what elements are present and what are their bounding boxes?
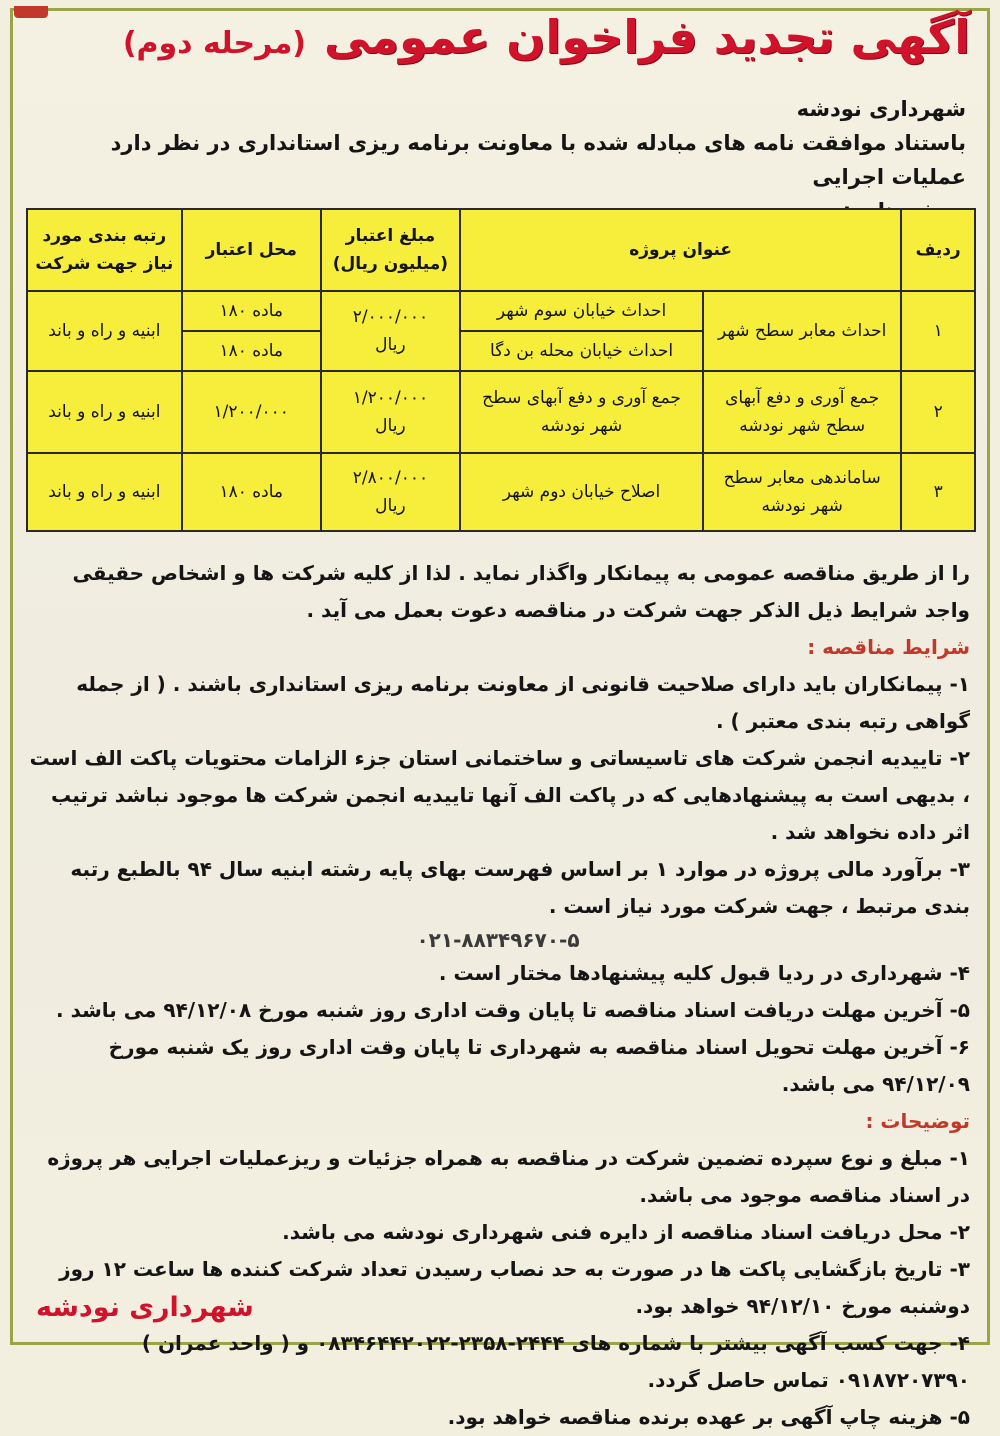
phone-stamp: ۰۲۱-۸۸۳۴۹۶۷۰-۵: [416, 928, 580, 952]
project-title: احداث خیابان محله بن دگا: [460, 331, 703, 371]
condition-item: ۳- برآورد مالی پروژه در موارد ۱ بر اساس فهرست بهای پایه رشته ابنیه سال ۹۴ بالطبع رتبه بندی مرتبط ، جهت شرکت مورد نیاز است .: [70, 857, 970, 918]
project-rank: ابنیه و راه و باند: [27, 453, 182, 531]
amount-value: ۱/۲۰۰/۰۰۰: [352, 388, 429, 408]
table-row: [27, 371, 975, 453]
signature: شهرداری نودشه: [36, 1292, 254, 1323]
intro-organization: شهرداری نودشه: [796, 97, 966, 121]
table-row: [27, 291, 975, 331]
header-rank: رتبه بندی مورد نیاز جهت شرکت: [27, 209, 182, 291]
headline: [123, 10, 970, 64]
condition-item: ۴- شهرداری در ردیا قبول کلیه پیشنهادها مختار است .: [438, 961, 970, 985]
row-number: ۱: [901, 291, 975, 371]
project-title: احداث خیابان سوم شهر: [460, 291, 703, 331]
project-place: ماده ۱۸۰: [182, 291, 321, 331]
project-rank: ابنیه و راه و باند: [27, 291, 182, 371]
project-group: ساماندهی معابر سطح شهر نودشه: [703, 453, 901, 531]
headline-stage: (مرحله دوم): [122, 26, 307, 61]
project-amount: [321, 291, 460, 371]
project-place: ماده ۱۸۰: [182, 453, 321, 531]
header-place: محل اعتبار: [182, 209, 321, 291]
headline-main: آگهی تجدید فراخوان عمومی: [324, 10, 970, 64]
corner-tag: [14, 6, 48, 18]
note-item: ۱- مبلغ و نوع سپرده تضمین شرکت در مناقصه به همراه جزئیات و ریزعملیات اجرایی هر پروژه در اسناد مناقصه موجود می باشد.: [47, 1146, 970, 1207]
table-row: [27, 453, 975, 531]
condition-item: ۱- پیمانکاران باید دارای صلاحیت قانونی از معاونت برنامه ریزی استانداری باشند . ( از جمله گواهی رتبه بندی معتبر ) .: [76, 672, 970, 733]
header-project-title: عنوان پروژه: [460, 209, 901, 291]
project-group: احداث معابر سطح شهر: [703, 291, 901, 371]
project-amount: [321, 371, 460, 453]
table-header-row: [27, 209, 975, 291]
note-item: ۳- تاریخ بازگشایی پاکت ها در صورت به حد نصاب رسیدن تعداد شرکت کننده ها ساعت ۱۲ روز دوشنبه مورخ ۹۴/۱۲/۱۰ خواهد بود.: [59, 1257, 970, 1318]
header-row-number: ردیف: [901, 209, 975, 291]
condition-item: ۵- آخرین مهلت دریافت اسناد مناقصه تا پایان وقت اداری روز شنبه مورخ ۹۴/۱۲/۰۸ می باشد .: [56, 998, 970, 1022]
amount-value: ۲/۰۰۰/۰۰۰: [352, 307, 429, 327]
note-item: ۲- محل دریافت اسناد مناقصه از دایره فنی شهرداری نودشه می باشد.: [282, 1220, 970, 1244]
notes-title: توضیحات :: [865, 1109, 970, 1133]
amount-value: ۲/۸۰۰/۰۰۰: [352, 468, 429, 488]
row-number: ۳: [901, 453, 975, 531]
projects-table: [26, 208, 976, 532]
row-number: ۲: [901, 371, 975, 453]
amount-unit: ریال: [375, 335, 406, 355]
project-title: اصلاح خیابان دوم شهر: [460, 453, 703, 531]
conditions-title: شرایط مناقصه :: [807, 635, 970, 659]
project-rank: ابنیه و راه و باند: [27, 371, 182, 453]
project-title: جمع آوری و دفع آبهای سطح شهر نودشه: [460, 371, 703, 453]
header-amount: مبلغ اعتبار (میلیون ریال): [321, 209, 460, 291]
project-place: ماده ۱۸۰: [182, 331, 321, 371]
project-amount: [321, 453, 460, 531]
invitation-paragraph: را از طریق مناقصه عمومی به پیمانکار واگذار نماید . لذا از کلیه شرکت ها و اشخاص حقیقی واجد شرایط ذیل الذکر جهت شرکت در مناقصه دعوت بعمل می آید .: [72, 561, 970, 622]
amount-unit: ریال: [375, 416, 406, 436]
amount-unit: ریال: [375, 496, 406, 516]
note-item: ۵- هزینه چاپ آگهی بر عهده برنده مناقصه خواهد بود.: [447, 1405, 970, 1429]
project-place: ۱/۲۰۰/۰۰۰: [182, 371, 321, 453]
note-item: ۴- جهت کسب آگهی بیشتر با شماره های ۲۴۴۴-۲۳۵۸-۰۸۳۴۶۴۴۲۰۲۲ و ( واحد عمران ) ۰۹۱۸۷۲۰۷۳۹۰ تماس حاصل گردد.: [141, 1331, 970, 1392]
intro-sentence: باستناد موافقت نامه های مبادله شده با معاونت برنامه ریزی استانداری در نظر دارد عملیات اجرایی: [110, 131, 966, 189]
condition-item: ۲- تاییدیه انجمن شرکت های تاسیساتی و ساختمانی استان جزء الزامات محتویات پاکت الف است ، بدیهی است به پیشنهادهایی که در پاکت الف آنها تاییدیه انجمن شرکت ها موجود نباشد ترتیب اثر داده نخواهد شد .: [29, 746, 970, 844]
project-group: جمع آوری و دفع آبهای سطح شهر نودشه: [703, 371, 901, 453]
condition-item: ۶- آخرین مهلت تحویل اسناد مناقصه به شهرداری تا پایان وقت اداری روز یک شنبه مورخ ۹۴/۱۲/۰۹ می باشد.: [108, 1035, 970, 1096]
